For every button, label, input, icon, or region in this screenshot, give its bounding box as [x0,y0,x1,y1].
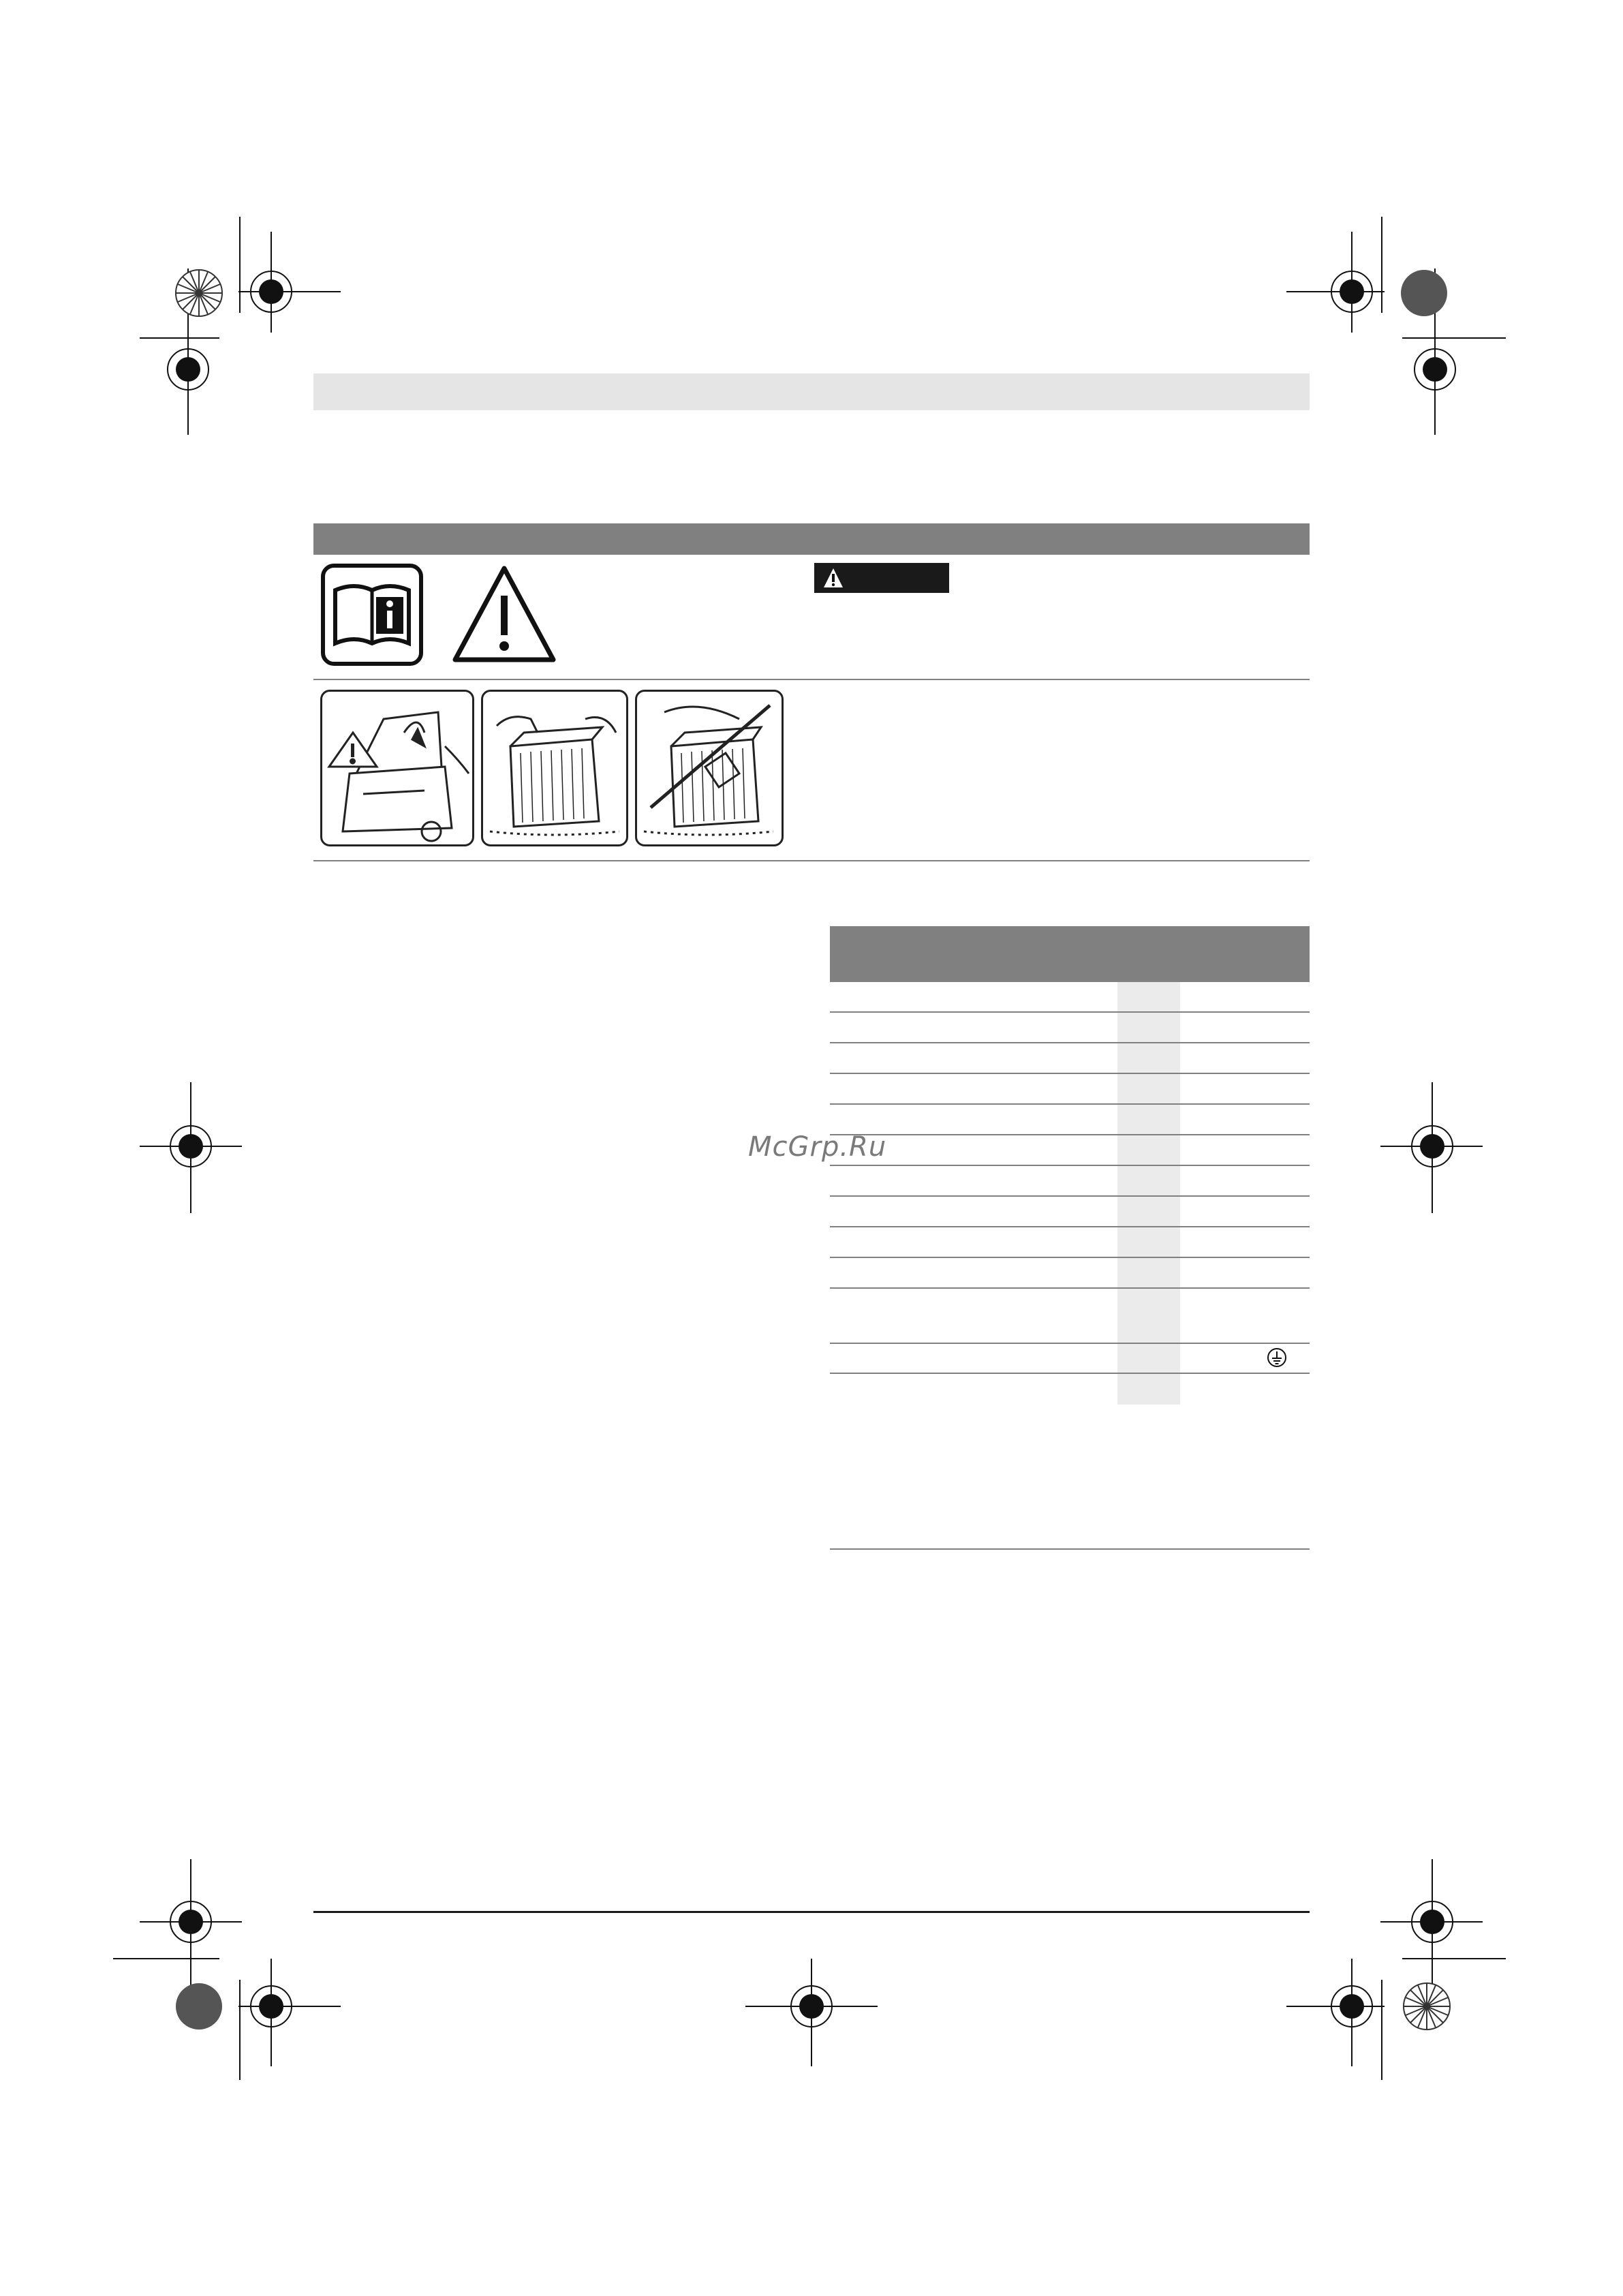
section-band [313,523,1310,555]
table-row [830,1343,1310,1344]
table-row [830,1548,1310,1550]
read-manual-icon [320,563,424,667]
header-band [313,373,1310,410]
table-value-column [1117,982,1180,1405]
table-row [830,1073,1310,1074]
table-row [830,1287,1310,1289]
table-row [830,1103,1310,1105]
table-row [830,1134,1310,1135]
watermark: McGrp.Ru [748,1131,887,1163]
table-row [830,1165,1310,1166]
table-row [830,1042,1310,1043]
table-header [830,926,1310,982]
table-row [830,1257,1310,1258]
section-divider-1 [313,679,1310,680]
protective-earth-icon [1266,1347,1288,1368]
table-row [830,1226,1310,1227]
table-row [830,1195,1310,1197]
illustration-open-lid [320,690,474,846]
illustration-tap-filter [481,690,628,846]
warning-triangle-icon [450,563,559,665]
table-row [830,1011,1310,1013]
warning-label [814,563,949,593]
table-row [830,1373,1310,1374]
footer-rule [313,1911,1310,1913]
illustration-no-brush [635,690,784,846]
section-divider-2 [313,860,1310,861]
